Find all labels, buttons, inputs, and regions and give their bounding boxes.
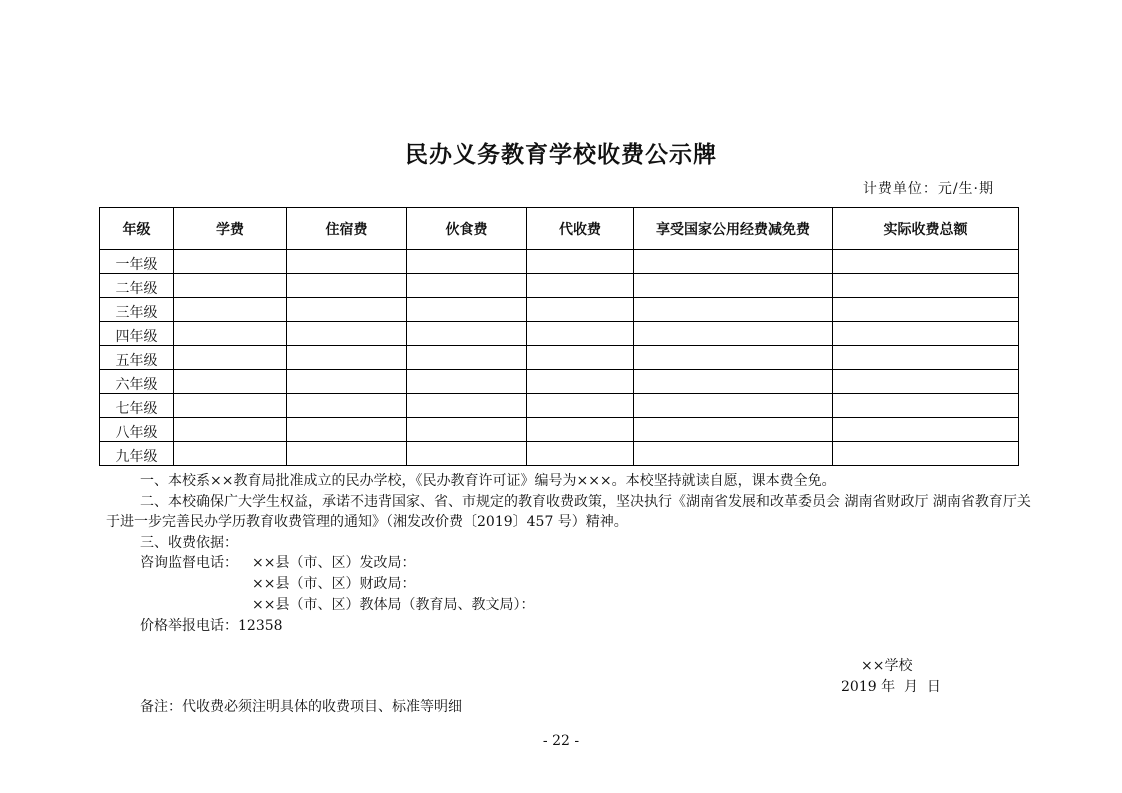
billing-unit: 计费单位：元/生·期 <box>862 181 994 197</box>
grade-cell: 八年级 <box>100 418 174 442</box>
fee-cell <box>527 274 634 298</box>
fee-cell <box>833 346 1019 370</box>
fee-cell <box>527 322 634 346</box>
grade-cell: 九年级 <box>100 442 174 466</box>
fee-cell <box>407 298 527 322</box>
fee-cell <box>527 370 634 394</box>
fee-cell <box>174 322 287 346</box>
fee-cell <box>174 442 287 466</box>
table-row <box>100 274 1019 298</box>
fee-cell <box>407 346 527 370</box>
note-paragraph-2: 二、本校确保广大学生权益，承诺不违背国家、省、市规定的教育收费政策，坚决执行《湖南省发展和改革委员会 湖南省财政厅 湖南省教育厅关于进一步完善民办学历教育收费管理的通知》（湘发改价费〔2019〕457 号）精神。 <box>106 493 1031 530</box>
grade-cell: 一年级 <box>100 250 174 274</box>
table-row <box>100 370 1019 394</box>
header-grade: 年级 <box>100 208 174 250</box>
fee-table-body <box>100 250 1019 466</box>
table-row <box>100 418 1019 442</box>
fee-cell <box>287 418 407 442</box>
fee-cell <box>527 442 634 466</box>
consult-phone-education-bureau: ××县（市、区）教体局（教育局、教文局）： <box>252 597 535 613</box>
header-tuition: 学费 <box>174 208 287 250</box>
notes-section <box>106 471 1036 553</box>
header-collected-fees: 代收费 <box>527 208 634 250</box>
fee-cell <box>174 298 287 322</box>
fee-cell <box>527 418 634 442</box>
fee-table <box>99 207 1019 466</box>
consult-phone-finance-bureau: ××县（市、区）财政局： <box>252 576 416 592</box>
fee-cell <box>174 250 287 274</box>
consult-phone-label: 咨询监督电话： <box>140 555 238 571</box>
grade-cell: 二年级 <box>100 274 174 298</box>
grade-cell: 五年级 <box>100 346 174 370</box>
table-row <box>100 394 1019 418</box>
note-paragraph-1: 一、本校系××教育局批准成立的民办学校，《民办教育许可证》编号为×××。本校坚持就读自愿，课本费全免。 <box>140 473 836 489</box>
fee-cell <box>527 298 634 322</box>
table-row <box>100 250 1019 274</box>
grade-cell: 四年级 <box>100 322 174 346</box>
fee-cell <box>833 298 1019 322</box>
grade-cell: 七年级 <box>100 394 174 418</box>
table-header-row <box>100 208 1019 250</box>
fee-cell <box>407 250 527 274</box>
fee-cell <box>833 442 1019 466</box>
table-row <box>100 442 1019 466</box>
fee-cell <box>634 250 833 274</box>
header-public-fund-reduction: 享受国家公用经费减免费 <box>634 208 833 250</box>
price-report-phone: 价格举报电话：12358 <box>140 618 283 634</box>
table-row <box>100 346 1019 370</box>
signature-school: ××学校 <box>861 658 913 674</box>
grade-cell: 三年级 <box>100 298 174 322</box>
header-actual-total: 实际收费总额 <box>833 208 1019 250</box>
table-row <box>100 322 1019 346</box>
fee-cell <box>407 442 527 466</box>
fee-cell <box>287 322 407 346</box>
fee-cell <box>287 394 407 418</box>
fee-cell <box>634 346 833 370</box>
remark: 备注：代收费必须注明具体的收费项目、标准等明细 <box>140 699 462 715</box>
fee-cell <box>833 274 1019 298</box>
fee-cell <box>833 250 1019 274</box>
fee-cell <box>174 394 287 418</box>
fee-cell <box>407 274 527 298</box>
fee-cell <box>287 298 407 322</box>
grade-cell: 六年级 <box>100 370 174 394</box>
fee-cell <box>287 250 407 274</box>
fee-cell <box>527 250 634 274</box>
fee-cell <box>634 298 833 322</box>
fee-cell <box>833 394 1019 418</box>
fee-cell <box>174 370 287 394</box>
consult-phone-development-bureau: ××县（市、区）发改局： <box>252 555 416 571</box>
document-title: 民办义务教育学校收费公示牌 <box>405 142 717 168</box>
fee-cell <box>287 346 407 370</box>
fee-cell <box>634 274 833 298</box>
fee-cell <box>634 370 833 394</box>
fee-cell <box>634 322 833 346</box>
fee-cell <box>833 370 1019 394</box>
fee-cell <box>287 370 407 394</box>
fee-cell <box>407 322 527 346</box>
page-number: - 22 - <box>542 733 580 749</box>
fee-cell <box>634 394 833 418</box>
fee-cell <box>833 418 1019 442</box>
fee-cell <box>174 346 287 370</box>
fee-cell <box>287 274 407 298</box>
fee-cell <box>174 274 287 298</box>
fee-cell <box>634 418 833 442</box>
table-row <box>100 298 1019 322</box>
fee-cell <box>527 394 634 418</box>
fee-cell <box>287 442 407 466</box>
fee-cell <box>527 346 634 370</box>
fee-cell <box>407 370 527 394</box>
fee-cell <box>407 418 527 442</box>
header-accommodation: 住宿费 <box>287 208 407 250</box>
signature-date: 2019 年 月 日 <box>841 679 941 695</box>
fee-cell <box>634 442 833 466</box>
fee-cell <box>833 322 1019 346</box>
note-paragraph-3: 三、收费依据： <box>140 534 238 551</box>
header-meals: 伙食费 <box>407 208 527 250</box>
fee-cell <box>407 394 527 418</box>
fee-cell <box>174 418 287 442</box>
